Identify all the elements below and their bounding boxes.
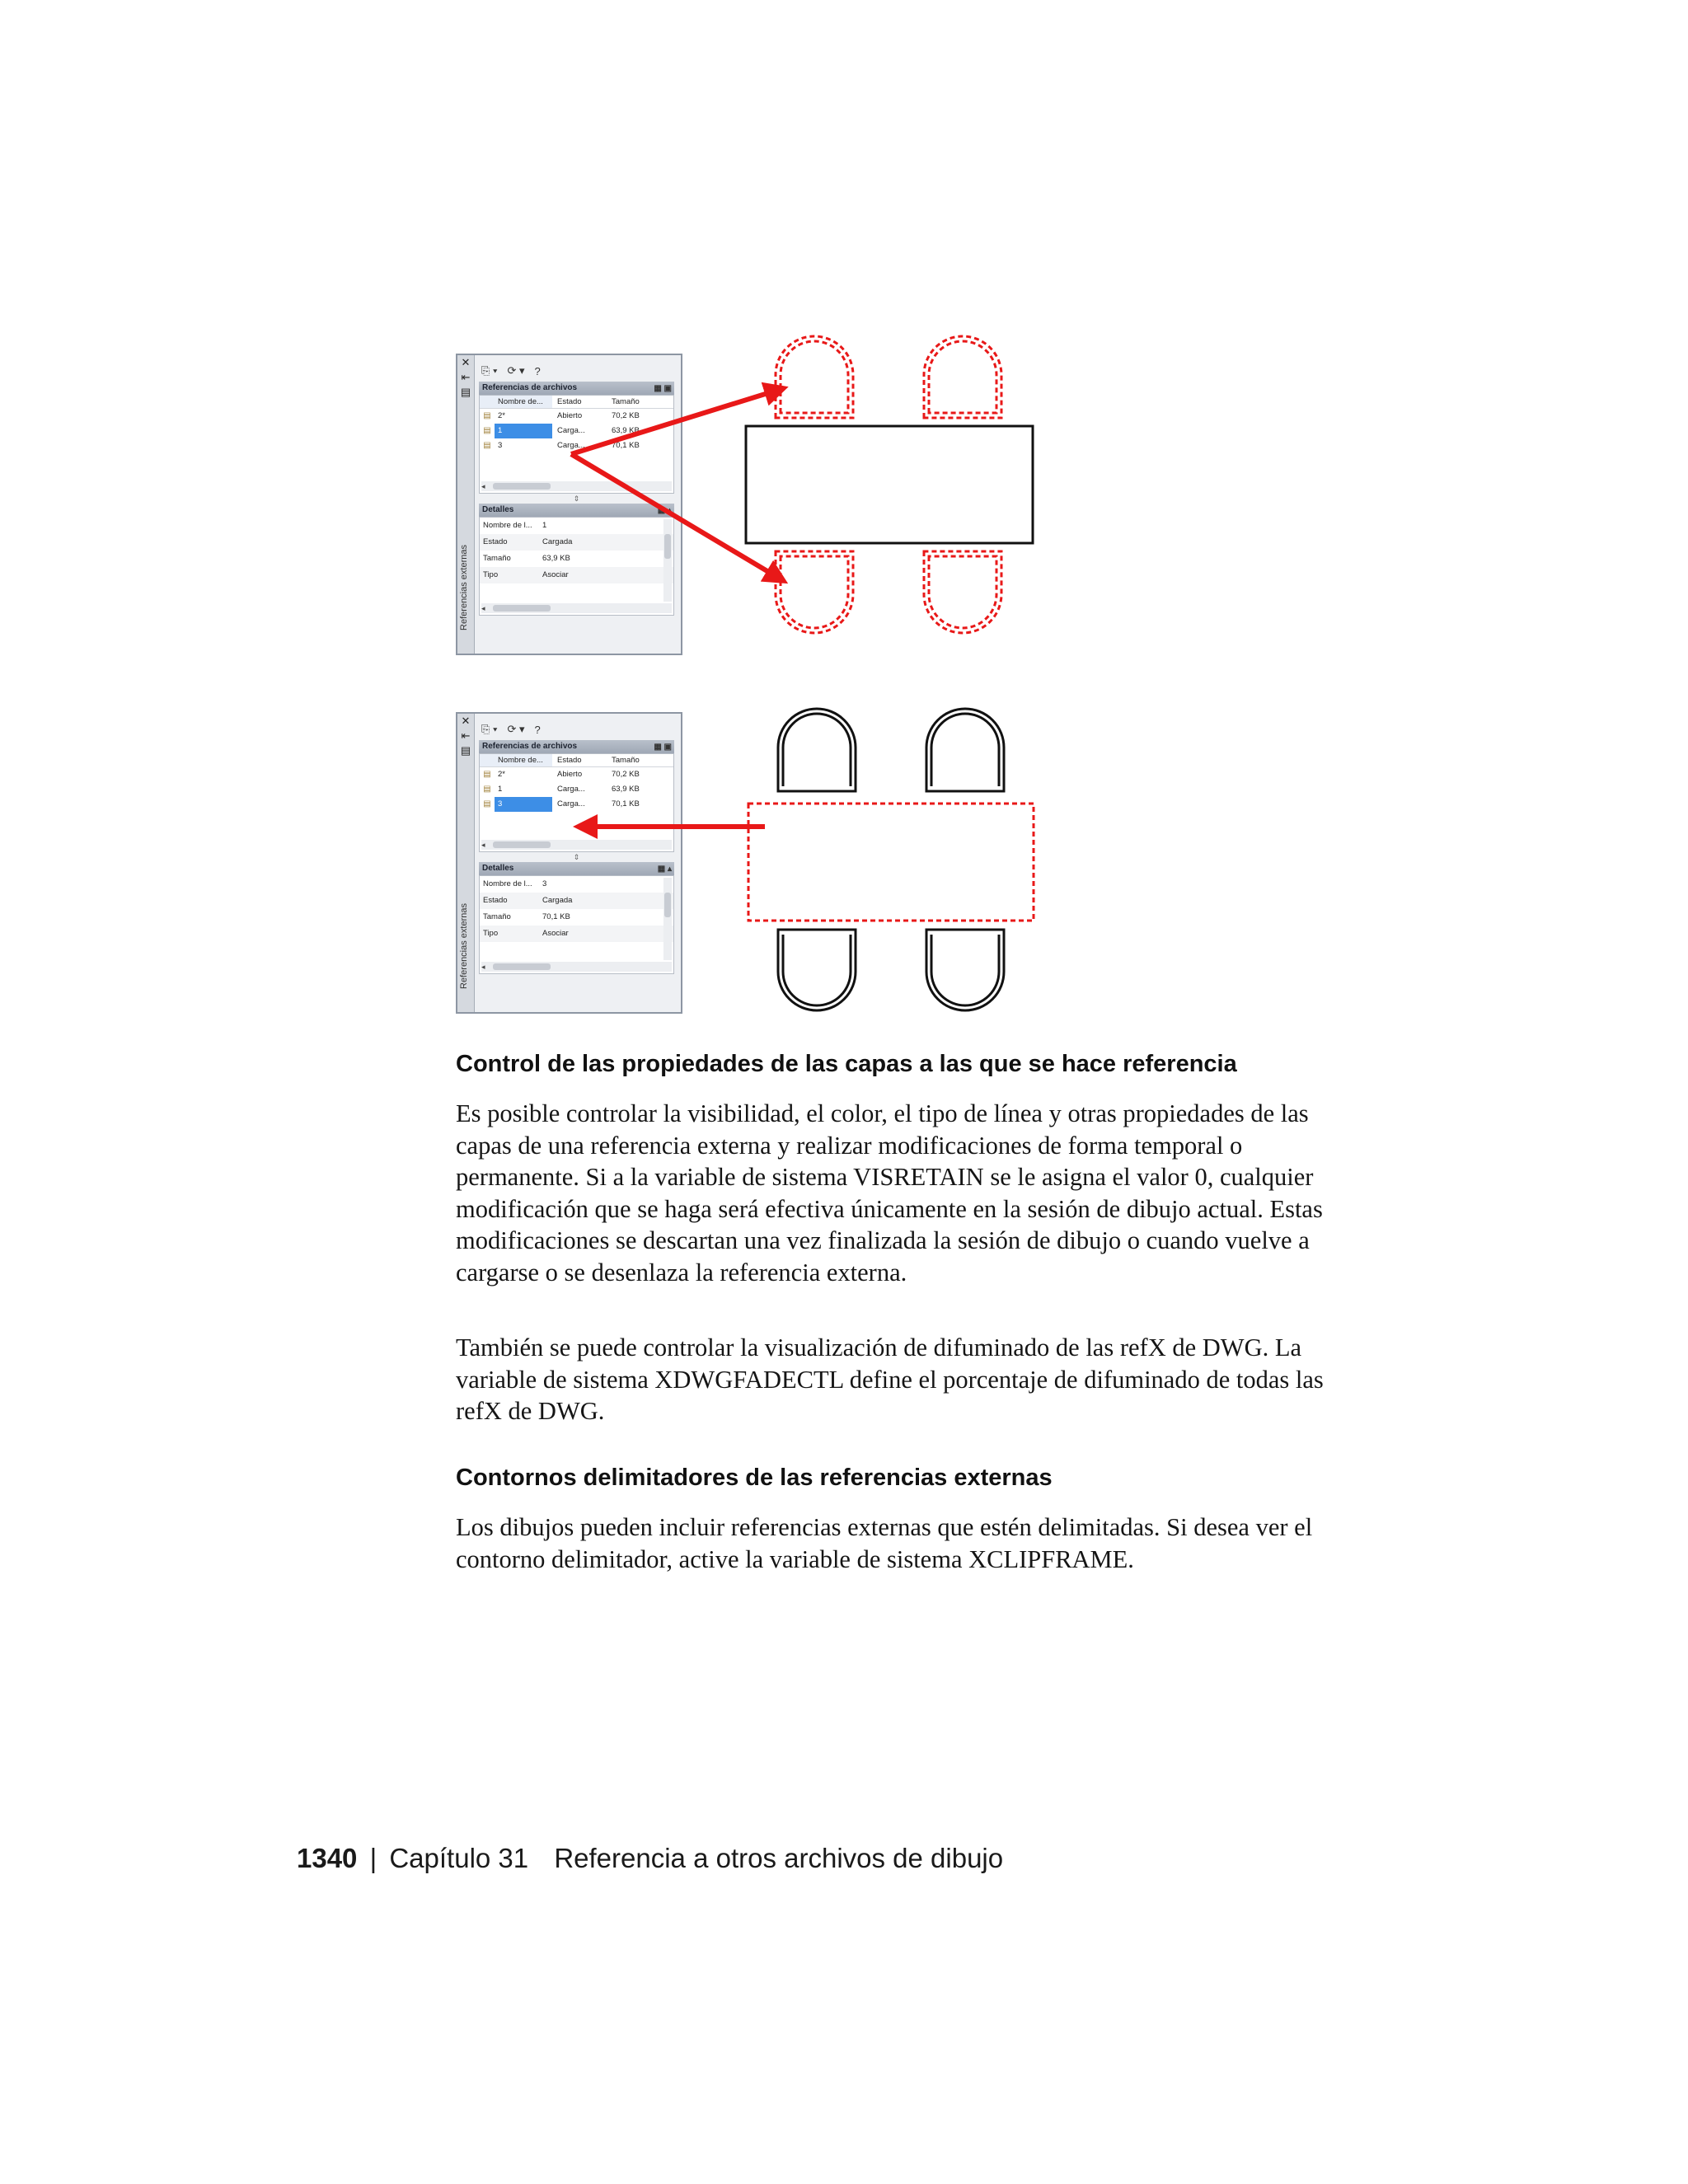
refresh-icon[interactable]: ⟳ ▾ — [507, 723, 525, 735]
scroll-left-icon[interactable]: ◂ — [481, 963, 485, 971]
chair-top-right — [926, 709, 1004, 791]
collapse-icon[interactable]: ▦ ▴ — [657, 865, 672, 874]
drawing-file-icon: ▤ — [483, 785, 491, 794]
scroll-left-icon[interactable]: ◂ — [481, 482, 485, 490]
section-heading-layer-properties: Control de las propiedades de las capas a las que se hace referencia — [456, 1051, 1237, 1077]
close-icon[interactable]: ✕ — [461, 356, 471, 368]
figure-xref-manager-table-selected — [456, 701, 1049, 1022]
view-toggle-icon[interactable]: ▦ ▣ — [654, 384, 672, 393]
attach-dwg-icon[interactable]: ⎘ ▾ — [481, 364, 498, 377]
menu-icon[interactable]: ▤ — [460, 386, 471, 398]
detail-row: Tamaño 70,1 KB — [483, 912, 570, 921]
detail-row: Estado Cargada — [480, 534, 673, 551]
list-item[interactable]: ▤ 1 Carga... 63,9 KB — [480, 782, 673, 797]
detail-row: Tipo Asociar — [480, 567, 673, 583]
drawing-file-icon: ▤ — [483, 770, 491, 779]
help-icon[interactable]: ? — [534, 723, 541, 736]
pin-icon[interactable]: ⇤ — [461, 729, 471, 742]
body-paragraph: Los dibujos pueden incluir referencias externas que estén delimitadas. Si desea ver el contorno delimitador, active la variable de sistema XCLIPFRAME. — [456, 1513, 1313, 1573]
figure-xref-manager-chairs-selected — [456, 342, 1049, 672]
drawing-file-icon: ▤ — [483, 426, 491, 435]
chair-top-left — [778, 709, 856, 791]
detail-row: Tamaño 63,9 KB — [483, 554, 570, 563]
chair-bottom-left — [778, 930, 856, 1010]
section-heading-clipping-boundaries: Contornos delimitadores de las referencias externas — [456, 1465, 1053, 1491]
column-size[interactable]: Tamaño — [612, 397, 640, 406]
chair-top-left — [776, 336, 853, 418]
detail-row: Tipo Asociar — [480, 926, 673, 942]
details-title: Detalles — [482, 505, 514, 514]
details-title: Detalles — [482, 864, 514, 873]
scroll-left-icon[interactable]: ◂ — [481, 604, 485, 612]
drawing-file-icon: ▤ — [483, 411, 491, 420]
page-number: 1340 — [297, 1843, 358, 1873]
table-rectangle — [746, 426, 1033, 543]
drawing-area — [456, 701, 1049, 1022]
drawing-area — [456, 342, 1049, 672]
footer-separator: | — [369, 1843, 377, 1873]
list-item[interactable]: ▤ 3 Carga... 70,1 KB — [480, 438, 673, 453]
drawing-file-icon: ▤ — [483, 799, 491, 808]
drawing-file-icon: ▤ — [483, 441, 491, 450]
column-status[interactable]: Estado — [557, 397, 582, 406]
close-icon[interactable]: ✕ — [461, 715, 471, 727]
list-item[interactable]: ▤ 1 Carga... 63,9 KB — [480, 424, 673, 438]
splitter-grip[interactable]: ⇕ — [573, 853, 580, 861]
column-status[interactable]: Estado — [557, 756, 582, 765]
chapter-label: Capítulo 31 — [389, 1843, 529, 1873]
scroll-left-icon[interactable]: ◂ — [481, 841, 485, 849]
pin-icon[interactable]: ⇤ — [461, 371, 471, 383]
file-references-title: Referencias de archivos — [482, 742, 578, 751]
column-size[interactable]: Tamaño — [612, 756, 640, 765]
splitter-grip[interactable]: ⇕ — [573, 494, 580, 503]
list-item[interactable]: ▤ 2* Abierto 70,2 KB — [480, 409, 673, 424]
list-item[interactable]: ▤ 3 Carga... 70,1 KB — [480, 797, 673, 812]
column-name[interactable]: Nombre de... — [480, 754, 552, 766]
column-name[interactable]: Nombre de... — [480, 396, 552, 408]
chapter-title: Referencia a otros archivos de dibujo — [554, 1843, 1004, 1873]
detail-row: Nombre de l... 3 — [483, 879, 547, 888]
menu-icon[interactable]: ▤ — [460, 744, 471, 757]
page-footer — [297, 1843, 1003, 1874]
palette-title: Referencias externas — [459, 545, 469, 630]
attach-dwg-icon[interactable]: ⎘ ▾ — [481, 723, 498, 735]
chair-top-right — [924, 336, 1001, 418]
list-item[interactable]: ▤ 2* Abierto 70,2 KB — [480, 767, 673, 782]
refresh-icon[interactable]: ⟳ ▾ — [507, 364, 525, 377]
chair-bottom-right — [924, 551, 1001, 633]
body-paragraph: También se puede controlar la visualización de difuminado de las refX de DWG. La variable de sistema XDWGFADECTL define el porcentaje de difuminado de todas las refX de DWG. — [456, 1333, 1324, 1425]
body-paragraph: Es posible controlar la visibilidad, el color, el tipo de línea y otras propiedades de las capas de una referencia externa y realizar modificaciones de forma temporal o permanente. Si a la variable de sistema VISRETAIN se le asigna el valor 0, cualquier modificación que se haga será efectiva únicamente en la sesión de dibujo actual. Estas modificaciones se descartan una vez finalizada la sesión de dibujo o cuando vuelve a cargarse o se desenlaza la referencia externa. — [456, 1099, 1323, 1286]
view-toggle-icon[interactable]: ▦ ▣ — [654, 743, 672, 752]
table-rectangle — [748, 804, 1034, 921]
palette-title: Referencias externas — [459, 903, 469, 989]
file-references-title: Referencias de archivos — [482, 383, 578, 392]
chair-bottom-left — [776, 551, 853, 633]
detail-row: Nombre de l... 1 — [483, 521, 547, 530]
collapse-icon[interactable]: ▦ ▴ — [657, 506, 672, 515]
chair-bottom-right — [926, 930, 1004, 1010]
help-icon[interactable]: ? — [534, 364, 541, 377]
detail-row: Estado Cargada — [480, 893, 673, 909]
